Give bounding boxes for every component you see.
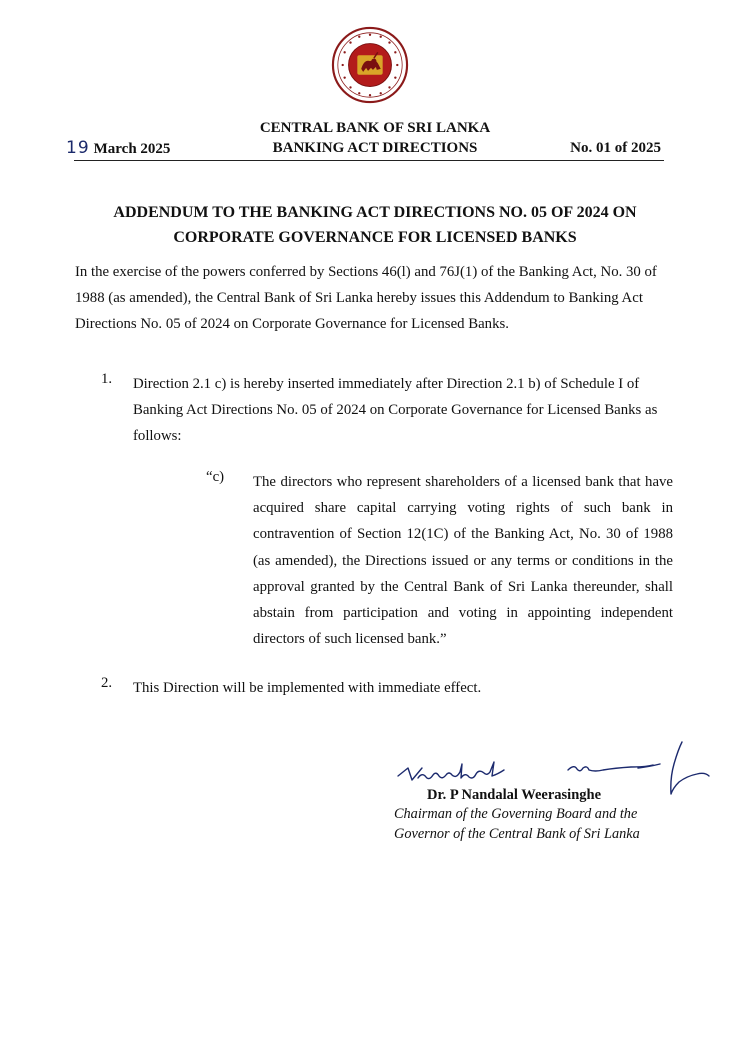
- document-title-line-1: ADDENDUM TO THE BANKING ACT DIRECTIONS NO. 05 OF 2024 ON: [113, 204, 637, 221]
- signatory-role-line-1: Chairman of the Governing Board and the: [394, 806, 638, 822]
- item-text: Direction 2.1 c) is hereby inserted immediately after Direction 2.1 b) of Schedule I of Banking Act Directions No. 05 of 2024 on Corporate Governance for Licensed Banks as follows:: [133, 376, 658, 444]
- handwritten-day: 19: [66, 138, 90, 158]
- item-number: 1.: [101, 371, 113, 387]
- header-divider: [74, 160, 664, 161]
- date-month-year: March 2025: [93, 141, 171, 157]
- item-text: This Direction will be implemented with immediate effect.: [133, 680, 482, 696]
- intro-paragraph: In the exercise of the powers conferred by Sections 46(l) and 76J(1) of the Banking Act, No. 30 of 1988 (as amended), the Central Bank of Sri Lanka hereby issues this Addendum to Banking Act Directions No. 05 of 2024 on Corporate Governance for Licensed Banks.: [75, 264, 657, 332]
- signatory-name: Dr. P Nandalal Weerasinghe: [427, 787, 602, 803]
- sub-clause-label: “c): [206, 469, 225, 485]
- direction-number: No. 01 of 2025: [570, 140, 661, 156]
- signatory-role-line-2: Governor of the Central Bank of Sri Lanka: [394, 826, 640, 842]
- document-title-line-2: CORPORATE GOVERNANCE FOR LICENSED BANKS: [173, 229, 577, 246]
- header-series: BANKING ACT DIRECTIONS: [272, 140, 478, 156]
- item-number: 2.: [101, 675, 113, 691]
- sub-clause-text: The directors who represent shareholders of a licensed bank that have acquired share capital carrying voting rights of such bank in contravention of Section 12(1C) of the Banking Act, No. 30 of 1988 (as amended), the Directions issued or any terms or conditions in the approval granted by the Central Bank of Sri Lanka thereunder, shall abstain from participation and voting in appointing independent directors of such licensed bank.”: [253, 474, 673, 648]
- central-bank-seal: [331, 26, 409, 104]
- header-org-name: CENTRAL BANK OF SRI LANKA: [259, 120, 491, 136]
